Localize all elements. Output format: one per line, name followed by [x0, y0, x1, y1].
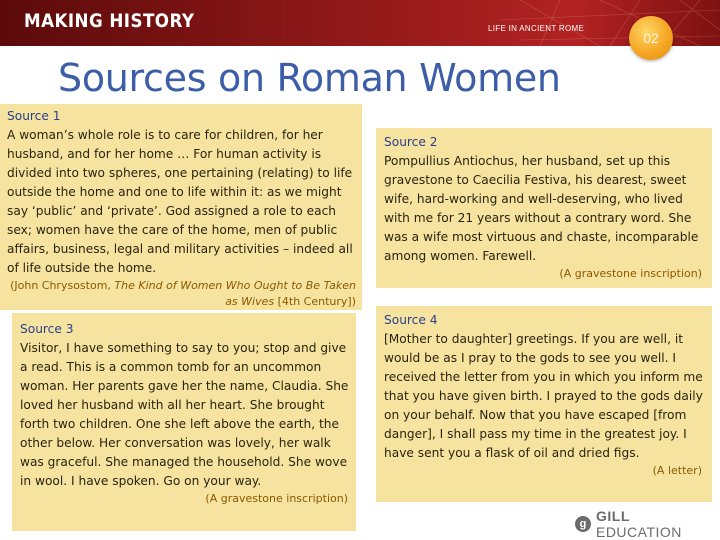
source-heading: Source 1	[7, 109, 61, 123]
attribution-prefix: (John Chrysostom,	[10, 279, 115, 292]
source-attribution	[7, 278, 358, 310]
attribution-work-title: The Kind of Women Who Ought to Be Taken as Wives	[114, 279, 356, 308]
source-text: Pompullius Antiochus, her husband, set up this gravestone to Caecilia Festiva, his dearest, sweet wife, hard-working and well-deserving, who lived with me for 21 years without a contrary word. She was a wife most virtuous and chaste, incomparable among women. Farewell.	[384, 154, 699, 263]
brand-bold: GILL	[595, 508, 630, 524]
source-2-box	[376, 128, 712, 288]
gill-education-logo	[575, 508, 720, 540]
source-attribution: (A letter)	[652, 464, 702, 477]
section-label: LIFE IN ANCIENT ROME	[488, 24, 585, 33]
source-3-box	[12, 313, 356, 531]
source-attribution: (A gravestone inscription)	[205, 492, 348, 505]
source-attribution: (A gravestone inscription)	[559, 267, 702, 280]
source-text: A woman’s whole role is to care for children, for her husband, and for her home … For human activity is divided into two spheres, one pertaining (relating) to life outside the home and one to life within it: as we might say ‘public’ and ‘private’. God assigned a role to each sex; women have the care of the home, men of public affairs, business, legal and military activities – indeed all of life outside the home.	[7, 128, 353, 275]
source-1-box	[0, 104, 362, 310]
attribution-suffix: [4th Century])	[274, 295, 356, 308]
source-heading: Source 2	[384, 135, 438, 149]
making-history-logo: MAKING HISTORY	[24, 10, 195, 32]
source-text: [Mother to daughter] greetings. If you are well, it would be as I pray to the gods to see you well. I received the letter from you in which you inform me that you have given birth. I prayed to the gods daily on your behalf. Now that you have escaped [from danger], I shall pass my time in the greatest joy. I have sent you a flask of oil and dried figs.	[384, 332, 703, 460]
page-title: Sources on Roman Women	[58, 56, 561, 100]
source-heading: Source 4	[384, 313, 438, 327]
page-number-badge: 02	[629, 16, 673, 60]
header-bar	[0, 0, 720, 46]
source-heading: Source 3	[20, 322, 74, 336]
source-4-box	[376, 306, 712, 502]
source-text: Visitor, I have something to say to you; stop and give a read. This is a common tomb for an uncommon woman. Her parents gave her the name, Claudia. She loved her husband with all her heart. She brought forth two children. One she left above the earth, the other below. Her conversation was lovely, her walk was graceful. She managed the household. She wove in wool. I have spoken. Go on your way.	[20, 341, 349, 488]
gill-g-icon: g	[575, 516, 591, 532]
brand-rest: EDUCATION	[595, 524, 682, 540]
gill-wordmark	[596, 508, 720, 540]
